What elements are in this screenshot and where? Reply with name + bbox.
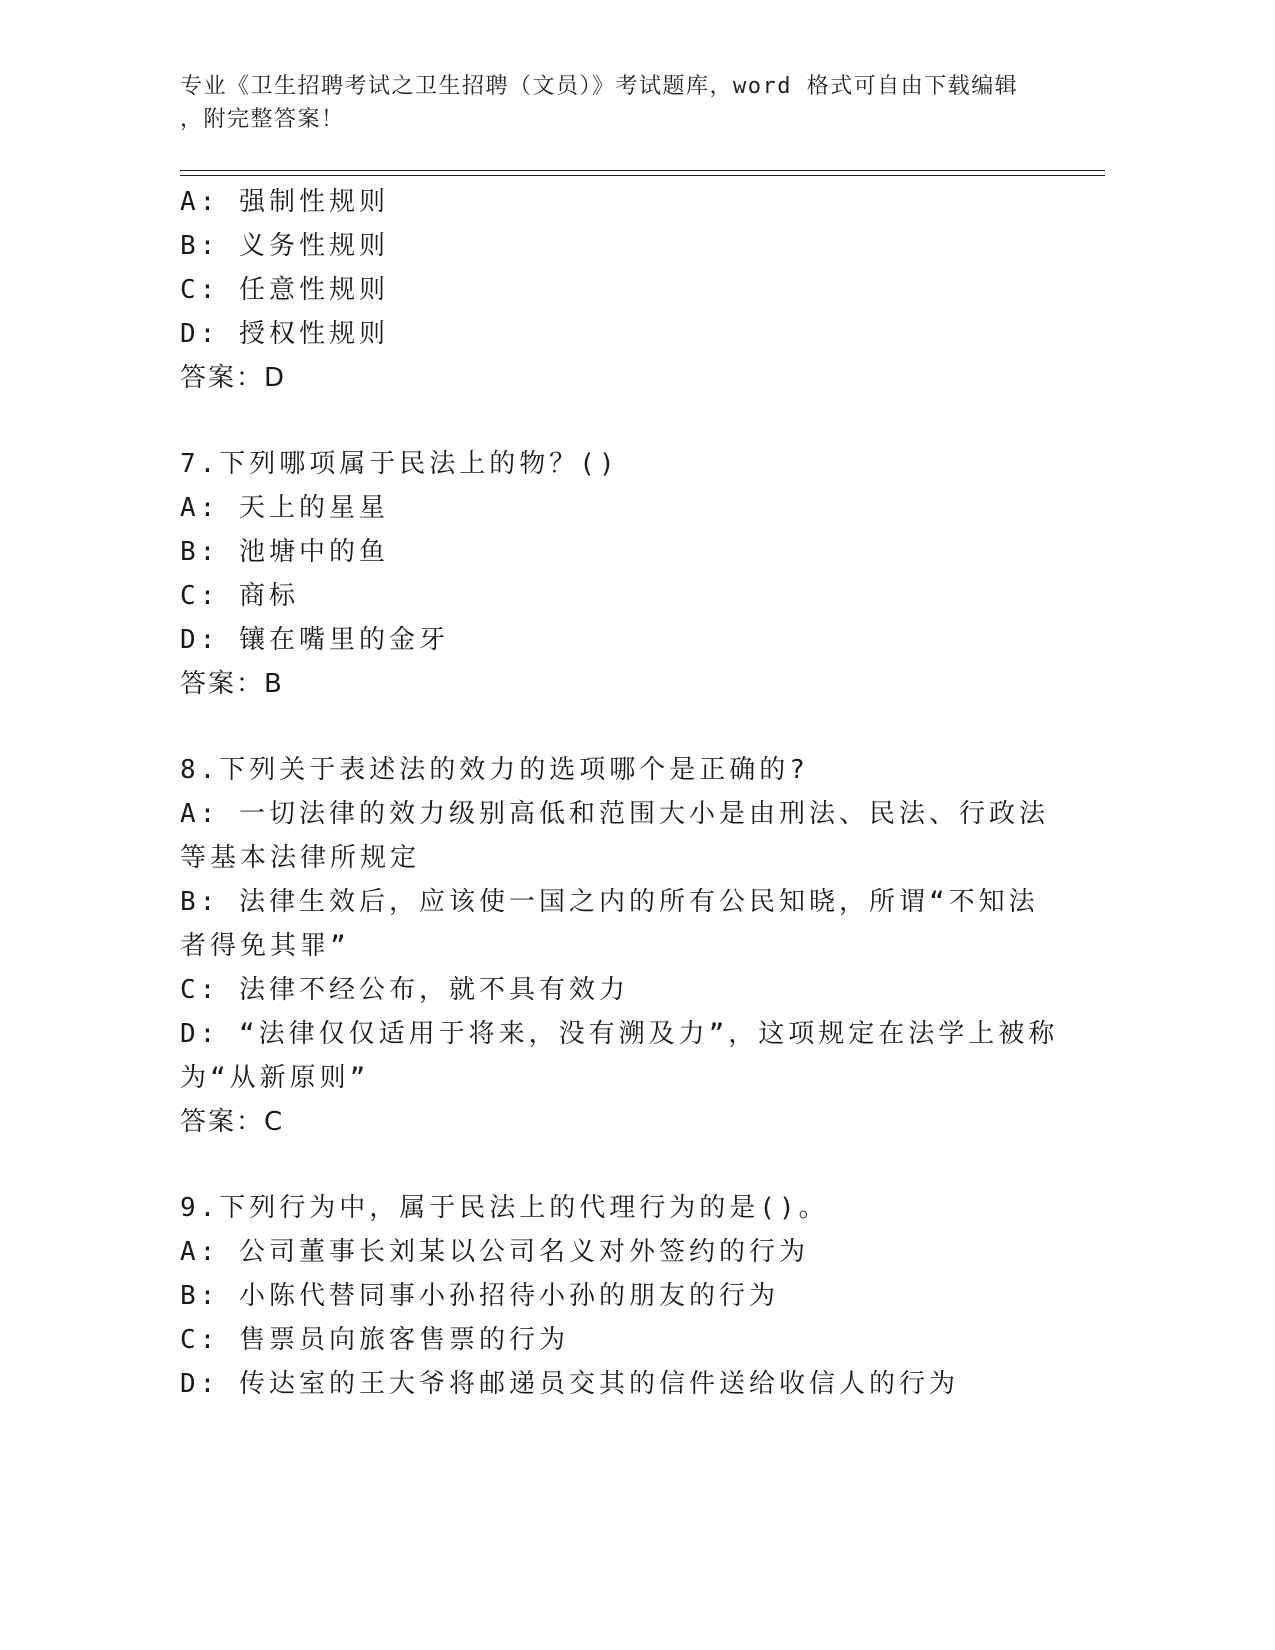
option-a: A: 一切法律的效力级别高低和范围大小是由刑法、民法、行政法等基本法律所规定: [180, 799, 1049, 873]
question-8: [180, 748, 1060, 1144]
option-a: A: 强制性规则: [180, 187, 389, 217]
header-line-1: 专业《卫生招聘考试之卫生招聘（文员）》考试题库，word 格式可自由下载编辑: [180, 74, 1019, 99]
header-line-2: ，附完整答案！: [180, 107, 345, 132]
option-d: D: 授权性规则: [180, 319, 389, 349]
question-list: [180, 180, 1060, 1406]
option-b: B: 义务性规则: [180, 231, 389, 261]
option-d: D: “法律仅仅适用于将来，没有溯及力”，这项规定在法学上被称为“从新原则”: [180, 1019, 1059, 1093]
answer: 答案：D: [180, 363, 287, 393]
option-d: D: 镶在嘴里的金牙: [180, 625, 449, 655]
option-c: C: 商标: [180, 581, 299, 611]
option-a: A: 公司董事长刘某以公司名义对外签约的行为: [180, 1237, 809, 1267]
answer: 答案：C: [180, 1107, 285, 1137]
question-7: [180, 442, 1060, 706]
option-a: A: 天上的星星: [180, 493, 389, 523]
answer: 答案：B: [180, 669, 284, 699]
question-6: [180, 180, 1060, 400]
header-rule-bottom: [180, 175, 1105, 176]
question-title: 7.下列哪项属于民法上的物？(): [180, 449, 619, 479]
question-title: 9.下列行为中，属于民法上的代理行为的是()。: [180, 1193, 829, 1223]
option-b: B: 池塘中的鱼: [180, 537, 389, 567]
option-c: C: 任意性规则: [180, 275, 389, 305]
question-title: 8.下列关于表述法的效力的选项哪个是正确的?: [180, 755, 809, 785]
option-d: D: 传达室的王大爷将邮递员交其的信件送给收信人的行为: [180, 1369, 959, 1399]
option-b: B: 法律生效后，应该使一国之内的所有公民知晓，所谓“不知法者得免其罪”: [180, 887, 1039, 961]
option-c: C: 售票员向旅客售票的行为: [180, 1325, 569, 1355]
option-c: C: 法律不经公布，就不具有效力: [180, 975, 629, 1005]
option-b: B: 小陈代替同事小孙招待小孙的朋友的行为: [180, 1281, 779, 1311]
document-header: [180, 70, 1060, 136]
question-9: [180, 1186, 1060, 1406]
header-rule-top: [180, 170, 1105, 171]
